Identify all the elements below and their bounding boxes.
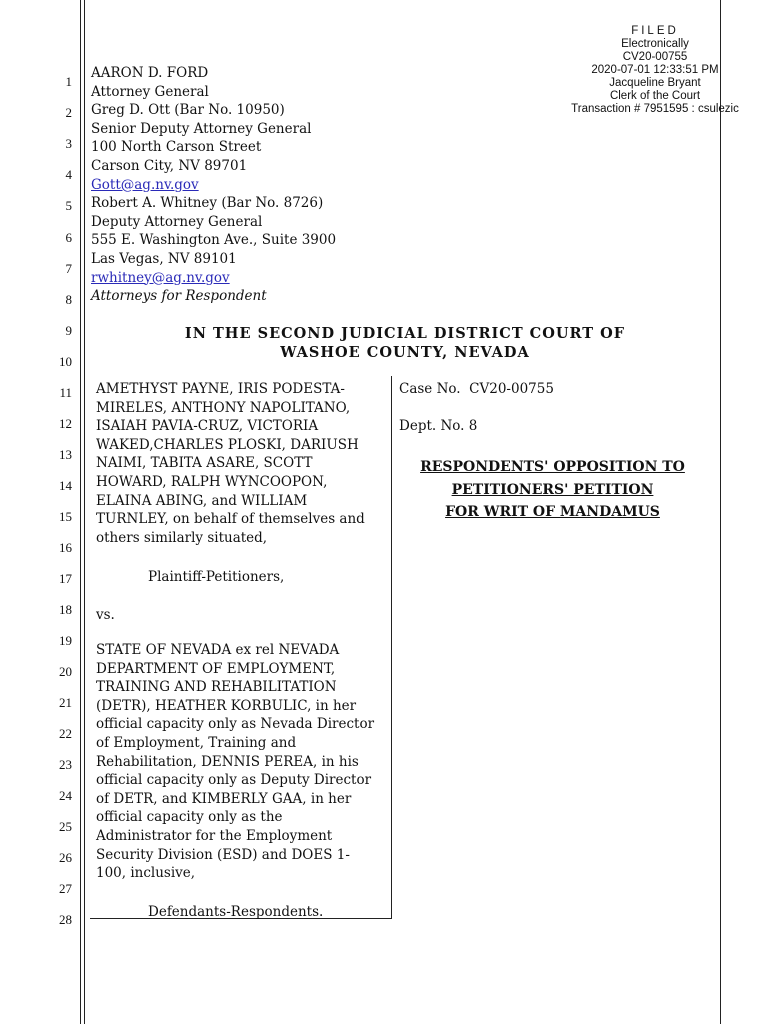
attorneys-for-respondent: Attorneys for Respondent [91, 288, 267, 305]
attorney-address: 100 North Carson Street [91, 139, 262, 156]
line-number: 2 [65, 105, 72, 120]
left-margin-rule-inner [84, 0, 85, 1024]
court-heading [150, 325, 660, 362]
attorney-title: Senior Deputy Attorney General [91, 120, 312, 137]
versus: vs. [96, 607, 115, 623]
line-number: 19 [59, 633, 72, 648]
line-number: 28 [59, 912, 72, 927]
party-line: (DETR), HEATHER KORBULIC, in her [96, 697, 357, 714]
party-line: 100, inclusive, [96, 865, 196, 882]
email-link[interactable]: rwhitney@ag.nv.gov [91, 269, 230, 286]
document-title [395, 456, 710, 524]
attorney-address: 555 E. Washington Ave., Suite 3900 [91, 232, 337, 249]
stamp-datetime: 2020-07-01 12:33:51 PM [591, 64, 719, 76]
stamp-clerk-name: Jacqueline Bryant [609, 77, 701, 89]
party-line: official capacity only as Nevada Director [96, 716, 375, 733]
case-number: Case No. CV20-00755 [399, 381, 554, 397]
line-number: 7 [65, 261, 72, 276]
plaintiff-names [96, 380, 386, 547]
stamp-transaction: Transaction # 7951595 : csulezic [571, 103, 739, 115]
line-number: 18 [59, 602, 72, 617]
attorney-name: Greg D. Ott (Bar No. 10950) [91, 102, 285, 119]
email-link[interactable]: Gott@ag.nv.gov [91, 176, 199, 193]
party-line: Rehabilitation, DENNIS PEREA, in his [96, 753, 359, 770]
party-line: NAIMI, TABITA ASARE, SCOTT [96, 455, 313, 472]
line-number: 14 [59, 478, 72, 493]
party-line: DEPARTMENT OF EMPLOYMENT, [96, 660, 336, 677]
party-line: official capacity only as Deputy Director [96, 772, 372, 789]
party-line: Administrator for the Employment [96, 827, 333, 844]
line-number: 26 [59, 850, 72, 865]
attorney-address: Las Vegas, NV 89101 [91, 250, 237, 267]
court-heading-line: IN THE SECOND JUDICIAL DISTRICT COURT OF [184, 325, 626, 342]
line-number: 10 [59, 354, 72, 369]
party-line: official capacity only as the [96, 809, 283, 826]
line-number: 24 [59, 788, 72, 803]
document-title-line: FOR WRIT OF MANDAMUS [445, 504, 660, 520]
attorney-title: Deputy Attorney General [91, 213, 263, 230]
party-line: others similarly situated, [96, 529, 268, 546]
line-number: 23 [59, 757, 72, 772]
line-number: 15 [59, 509, 72, 524]
attorney-name: AARON D. FORD [91, 65, 209, 81]
line-number: 21 [59, 695, 72, 710]
line-number: 27 [59, 881, 72, 896]
line-number: 3 [65, 136, 72, 151]
line-number: 13 [59, 447, 72, 462]
line-number: 9 [65, 323, 72, 338]
document-title-line: RESPONDENTS' OPPOSITION TO [420, 459, 685, 475]
line-number: 5 [65, 198, 72, 213]
stamp-filed: FILED [631, 25, 679, 37]
line-number: 16 [59, 540, 72, 555]
left-margin-rule-outer [80, 0, 81, 1024]
document-title-line: PETITIONERS' PETITION [451, 481, 654, 498]
line-number: 12 [59, 416, 72, 431]
defendant-names [96, 641, 386, 883]
line-number: 4 [65, 167, 72, 182]
party-line: TRAINING AND REHABILITATION [96, 679, 337, 696]
party-line: HOWARD, RALPH WYNCOOPON, [96, 473, 328, 490]
attorney-title: Attorney General [91, 83, 209, 100]
right-margin-rule [720, 0, 721, 1024]
court-heading-line: WASHOE COUNTY, NEVADA [280, 343, 530, 361]
party-line: of DETR, and KIMBERLY GAA, in her [96, 790, 352, 807]
line-number: 1 [65, 74, 72, 89]
line-number: 6 [65, 230, 72, 245]
party-line: WAKED,CHARLES PLOSKI, DARIUSH [96, 436, 359, 453]
party-line: ELAINA ABING, and WILLIAM [96, 492, 308, 509]
party-line: STATE OF NEVADA ex rel NEVADA [96, 642, 340, 658]
line-number: 25 [59, 819, 72, 834]
stamp-case-no: CV20-00755 [622, 51, 688, 63]
party-line: Security Division (ESD) and DOES 1- [96, 846, 350, 863]
attorney-address: Carson City, NV 89701 [91, 157, 248, 174]
filing-stamp [555, 25, 755, 116]
case-caption [90, 376, 392, 919]
party-line: of Employment, Training and [96, 734, 297, 751]
line-number: 20 [59, 664, 72, 679]
attorney-block [91, 64, 336, 306]
line-number: 17 [59, 571, 72, 586]
stamp-method: Electronically [621, 38, 689, 50]
party-line: TURNLEY, on behalf of themselves and [96, 511, 365, 528]
line-number: 8 [65, 292, 72, 307]
dept-number: Dept. No. 8 [399, 418, 478, 434]
party-line: AMETHYST PAYNE, IRIS PODESTA- [96, 381, 345, 397]
party-line: MIRELES, ANTHONY NAPOLITANO, [96, 399, 351, 416]
attorney-name: Robert A. Whitney (Bar No. 8726) [91, 195, 324, 212]
stamp-clerk-title: Clerk of the Court [609, 90, 701, 102]
party-line: ISAIAH PAVIA-CRUZ, VICTORIA [96, 418, 319, 435]
line-number: 22 [59, 726, 72, 741]
plaintiff-role: Plaintiff-Petitioners, [148, 569, 285, 585]
line-number: 11 [59, 385, 72, 400]
defendant-role: Defendants-Respondents. [148, 904, 324, 920]
